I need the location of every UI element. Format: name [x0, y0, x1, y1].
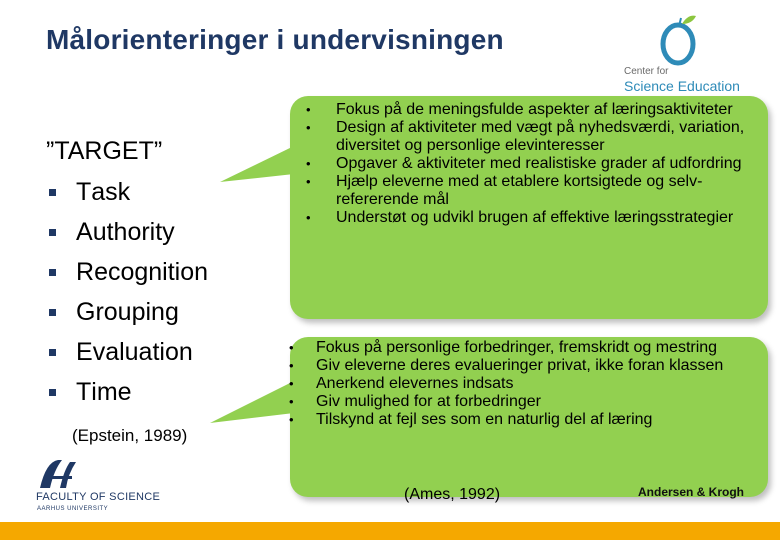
bubble2-point: • Tilskynd at fejl ses som en naturlig del af læring [289, 411, 759, 429]
epstein-citation: (Epstein, 1989) [72, 426, 188, 445]
bullet-square-icon [49, 309, 56, 316]
bubble1-points [306, 101, 758, 227]
target-initial: T [76, 178, 92, 206]
bubble1-point: • Hjælp eleverne med at etablere kortsigtede og selv-refererende mål [306, 173, 758, 209]
apple-icon [652, 14, 712, 66]
bubble2-points [289, 339, 759, 429]
bubble2-point: • Giv mulighed for at forbedringer [289, 393, 759, 411]
bubble-tail-icon [210, 377, 294, 427]
target-rest: ecognition [94, 258, 209, 286]
target-initial: R [76, 258, 95, 286]
logo-line1: Center for [624, 66, 669, 77]
bubble2-point: • Giv eleverne deres evalueringer privat, ikke foran klassen [289, 357, 759, 375]
target-item [46, 212, 208, 252]
target-item [46, 252, 208, 292]
target-item [46, 172, 208, 212]
university-seal-icon [36, 456, 146, 492]
target-rest: valuation [92, 338, 193, 366]
target-item [46, 332, 208, 372]
bottom-bar [0, 522, 780, 540]
target-item [46, 292, 208, 332]
target-rest: ask [91, 178, 131, 206]
bullet-square-icon [49, 349, 56, 356]
logo-line2: Science Education [624, 78, 740, 94]
target-rest: uthority [92, 218, 175, 246]
bullet-square-icon [49, 269, 56, 276]
target-rest: rouping [95, 298, 179, 326]
target-rest: ime [91, 378, 132, 406]
authors-credit: Andersen & Krogh [638, 485, 745, 499]
ames-citation: (Ames, 1992) [404, 486, 501, 503]
slide-title: Målorienteringer i undervisningen [46, 24, 504, 55]
bubble-tail-icon [220, 144, 294, 184]
bubble1-point: • Understøt og udvikl brugen af effektive læringsstrategier [306, 209, 758, 227]
bullet-square-icon [49, 389, 56, 396]
university-name: AARHUS UNIVERSITY [37, 506, 109, 512]
target-heading: ”TARGET” [46, 137, 163, 165]
target-initial: E [76, 338, 93, 366]
bubble1-point: • Design af aktiviteter med vægt på nyhedsværdi, variation, diversitet og personlige elevinteresser [306, 119, 758, 155]
center-logo [612, 14, 752, 96]
bullet-square-icon [49, 229, 56, 236]
bubble1-point: • Fokus på de meningsfulde aspekter af læringsaktiviteter [306, 101, 758, 119]
bubble2-point: • Fokus på personlige forbedringer, fremskridt og mestring [289, 339, 759, 357]
target-list [46, 172, 208, 412]
target-initial: A [76, 218, 93, 246]
bullet-square-icon [49, 189, 56, 196]
target-initial: T [76, 378, 92, 406]
bubble2-point: • Anerkend elevernes indsats [289, 375, 759, 393]
bubble1-point: • Opgaver & aktiviteter med realistiske grader af udfordring [306, 155, 758, 173]
target-item [46, 372, 208, 412]
target-initial: G [76, 298, 96, 326]
faculty-name: FACULTY OF SCIENCE [36, 491, 161, 503]
